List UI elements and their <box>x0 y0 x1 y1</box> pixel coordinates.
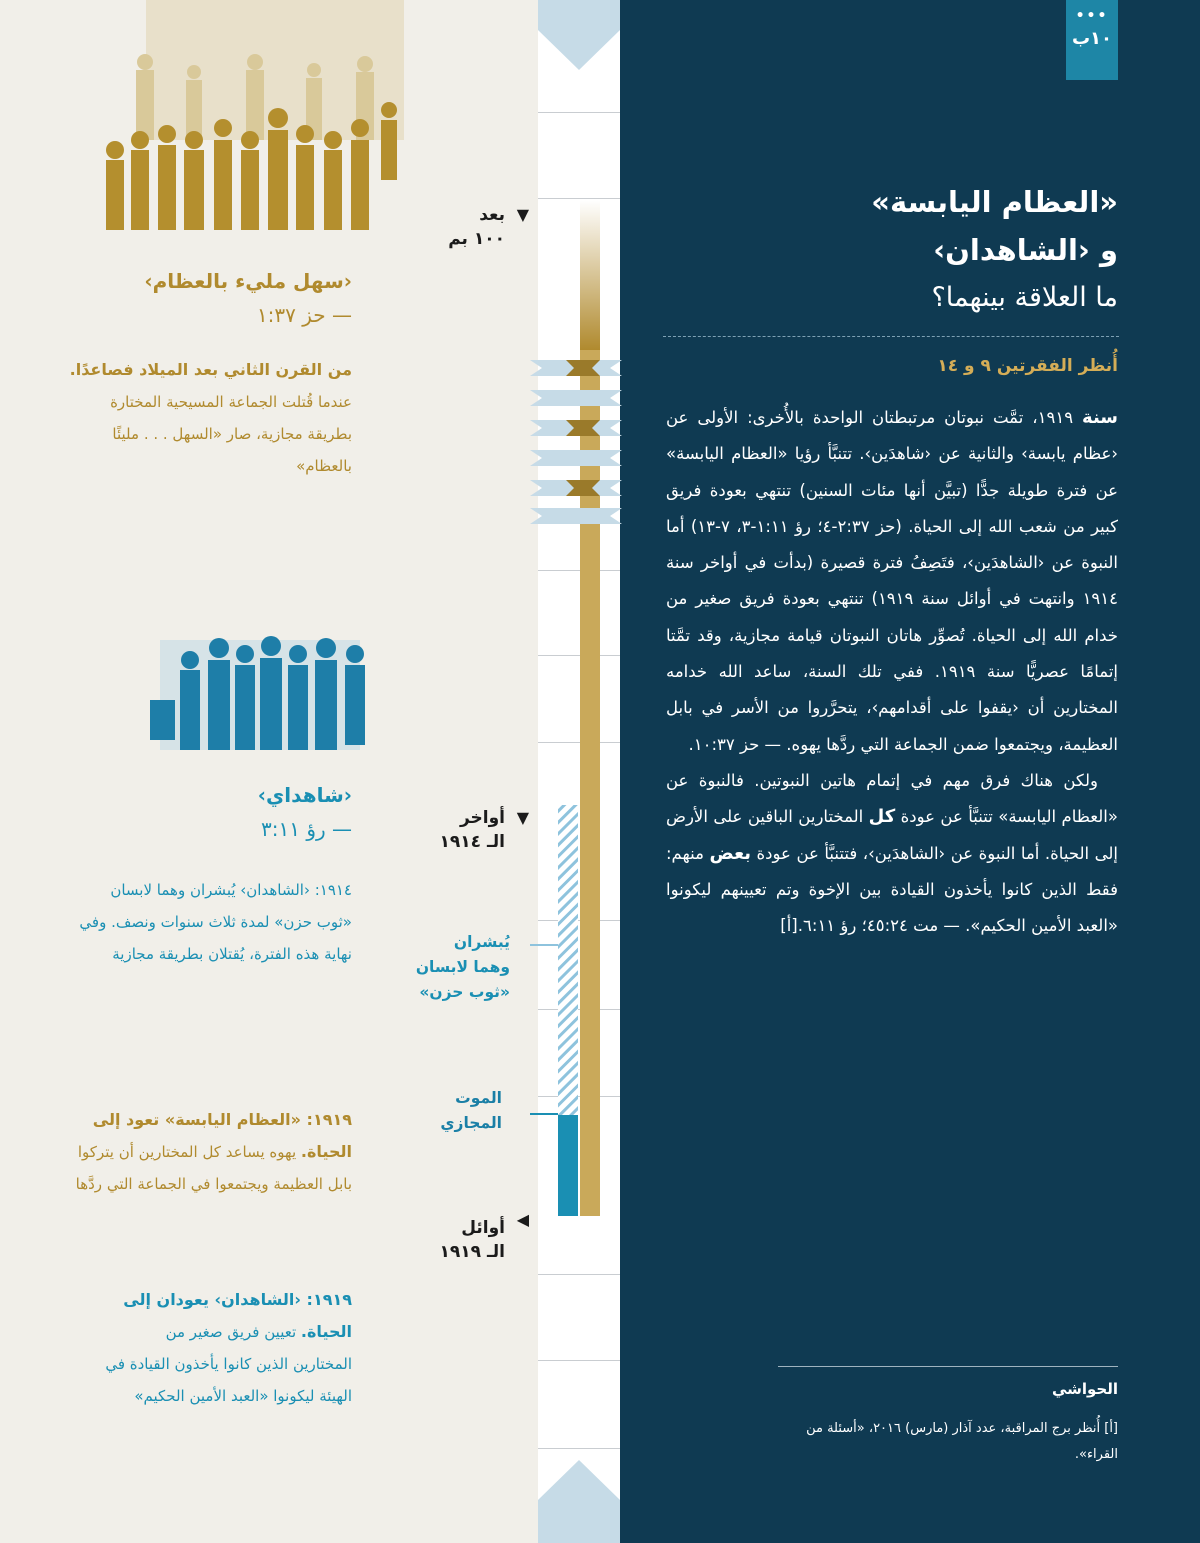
marker-late-1914 <box>405 806 529 854</box>
bones-description-text: عندما قُتلت الجماعة المسيحية المختارة بطريقة مجازية، صار «السهل . . . مليئًا بالعظام» <box>110 393 352 475</box>
lead-word: سنة <box>1082 407 1118 428</box>
witnesses-bar-hatched <box>558 805 578 1115</box>
witnesses-quote: ‹شاهداي› <box>257 783 352 807</box>
bottom-chevron <box>538 1460 620 1543</box>
witnesses-bar-solid <box>558 1115 578 1216</box>
bones-bar <box>580 350 600 1216</box>
marker-after-date: ١٠٠ بم <box>448 229 505 249</box>
bones-scripture-ref[interactable]: — حز ٣٧:‏١ <box>256 303 352 327</box>
preaching-callout-line-3: «ثوب حزن» <box>419 983 510 1001</box>
paragraph-2-part-a: ولكن هناك فرق مهم في إتمام هاتين النبوتين. فالنبوة عن «العظام اليابسة» تتنبَّأ عن عودة <box>666 770 1118 827</box>
symbolic-death-callout <box>382 1086 502 1136</box>
marker-early-label: أوائل <box>461 1218 505 1238</box>
title-line-2: و ‹الشاهدان› <box>933 233 1118 267</box>
death-callout-line-1: الموت <box>455 1089 502 1107</box>
dashed-divider <box>663 336 1119 337</box>
timeline-graphic <box>530 0 622 1543</box>
paragraph-1 <box>666 400 1118 763</box>
triangle-down-icon: ▼ <box>516 205 529 224</box>
title-line-1: «العظام اليابسة» <box>871 185 1118 219</box>
article-subtitle: ما العلاقة بينهما؟ <box>931 282 1118 313</box>
footnote-a[interactable]: [أ] أُنظر برج المراقبة، عدد آذار (مارس) ٢٠١٦، «أسئلة من القراء». <box>806 1421 1118 1462</box>
article-body <box>666 400 1118 944</box>
witnesses-1919-bold: ١٩١٩: ‹الشاهدان› يعودان إلى الحياة. <box>123 1290 352 1341</box>
emphasis-all: كل <box>868 806 896 828</box>
bones-1919-text <box>62 1104 352 1200</box>
witnesses-1914-text: ١٩١٤: ‹الشاهدان› يُبشران وهما لابسان «ثوب حزن» لمدة ثلاث سنوات ونصف. وفي نهاية هذه الفترة، يُقتلان بطريقة مجازية <box>79 881 352 963</box>
preaching-callout <box>370 930 510 1005</box>
witnesses-quote-block <box>52 778 352 846</box>
emphasis-some: بعض <box>709 842 751 864</box>
bones-1919-body: يهوه يساعد كل المختارين أن يتركوا بابل العظيمة ويجتمعوا في الجماعة التي ردَّها <box>75 1143 352 1193</box>
triangle-down-icon: ▼ <box>516 808 529 827</box>
marker-early-date: الـ ١٩١٩ <box>439 1242 505 1262</box>
marker-early-1919 <box>405 1210 529 1264</box>
see-paragraphs-link[interactable]: أُنظر الفقرتين ٩ و ١٤ <box>937 356 1118 376</box>
witnesses-1919-body: تعيين فريق صغير من المختارين الذين كانوا يأخذون القيادة في الهيئة ليكونوا «العبد الأمين الحكيم» <box>105 1323 352 1405</box>
footnote-divider <box>778 1366 1118 1367</box>
page-number: ١٠ب <box>1071 28 1113 49</box>
paragraph-2-part-b: المختارين الباقين على الأرض إلى الحياة. أما النبوة عن ‹الشاهدَين›، فتتنبَّأ عن عودة <box>666 807 1118 863</box>
page-dots: ••• <box>1075 8 1109 24</box>
bones-description <box>62 354 352 482</box>
witnesses-illustration <box>140 630 385 755</box>
zigzag-band <box>530 360 622 524</box>
triangle-left-icon: ◀ <box>516 1210 529 1229</box>
crowd-illustration <box>96 0 414 240</box>
top-chevron <box>538 0 620 70</box>
bones-bar-fade <box>580 200 600 350</box>
bones-description-bold: من القرن الثاني بعد الميلاد فصاعدًا. <box>69 360 352 379</box>
preaching-callout-line-2: وهما لابسان <box>415 958 510 976</box>
bones-quote-block <box>52 264 352 332</box>
marker-after-label: بعد <box>479 205 505 225</box>
witnesses-scripture-ref[interactable]: — رؤ ١١:‏٣ <box>260 817 352 841</box>
marker-late-date: الـ ١٩١٤ <box>439 832 505 852</box>
witnesses-1919-text <box>102 1284 352 1412</box>
marker-after-100ce <box>405 203 529 251</box>
marker-late-label: أواخر <box>459 808 505 828</box>
footnotes-heading: الحواشي <box>1051 1380 1118 1398</box>
page-number-badge <box>1066 0 1118 80</box>
preaching-callout-line-1: يُبشران <box>453 933 510 951</box>
death-callout-line-2: المجازي <box>440 1114 502 1132</box>
paragraph-1-text: ١٩١٩، تمَّت نبوتان مرتبطتان الواحدة بالأُخرى: الأولى عن ‹عظام يابسة› والثانية عن ‹شاهدَين›. تتنبَّأ رؤيا «العظام اليابسة» عن فترة طويلة جدًّا (تبيَّن أنها مئات السنين) تنتهي بعودة فريق كبير من شعب الله إلى الحياة. (حز ٣٧:‏٢-‏٤؛ رؤ ١١:‏١-‏٣، ٧-‏١٣) أما النبوة عن ‹الشاهدَين›، فتَصِفُ فترة قصيرة (بدأت في أواخر سنة ١٩١٤ وانتهت في أوائل سنة ١٩١٩) تنتهي بعودة فريق صغير من خدام الله إلى الحياة. تُصوِّر هاتان النبوتان قيامة مجازية، وقد تمَّتا إتمامًا عصريًّا سنة ١٩١٩. ففي تلك السنة، ساعد الله خدامه المختارين أن ‹يقفوا على أقدامهم›، يتحرَّروا من الأسر في بابل العظيمة، ويجتمعوا ضمن الجماعة التي ردَّها يهوه. — حز ٣٧:‏١٠. <box>666 408 1119 754</box>
bones-quote: ‹سهل مليء بالعظام› <box>144 269 352 293</box>
paragraph-2 <box>666 763 1118 944</box>
article-title <box>658 178 1118 274</box>
paragraph-2-part-c: منهم: فقط الذين كانوا يأخذون القيادة بين الإخوة وتم تعيينهم ليكونوا «العبد الأمين الحكيم». — مت ٢٤:‏٤٥؛ رؤ ١١:‏٦.[أ] <box>666 843 1118 936</box>
bones-1919-bold: ١٩١٩: «العظام اليابسة» تعود إلى الحياة. <box>92 1110 352 1161</box>
